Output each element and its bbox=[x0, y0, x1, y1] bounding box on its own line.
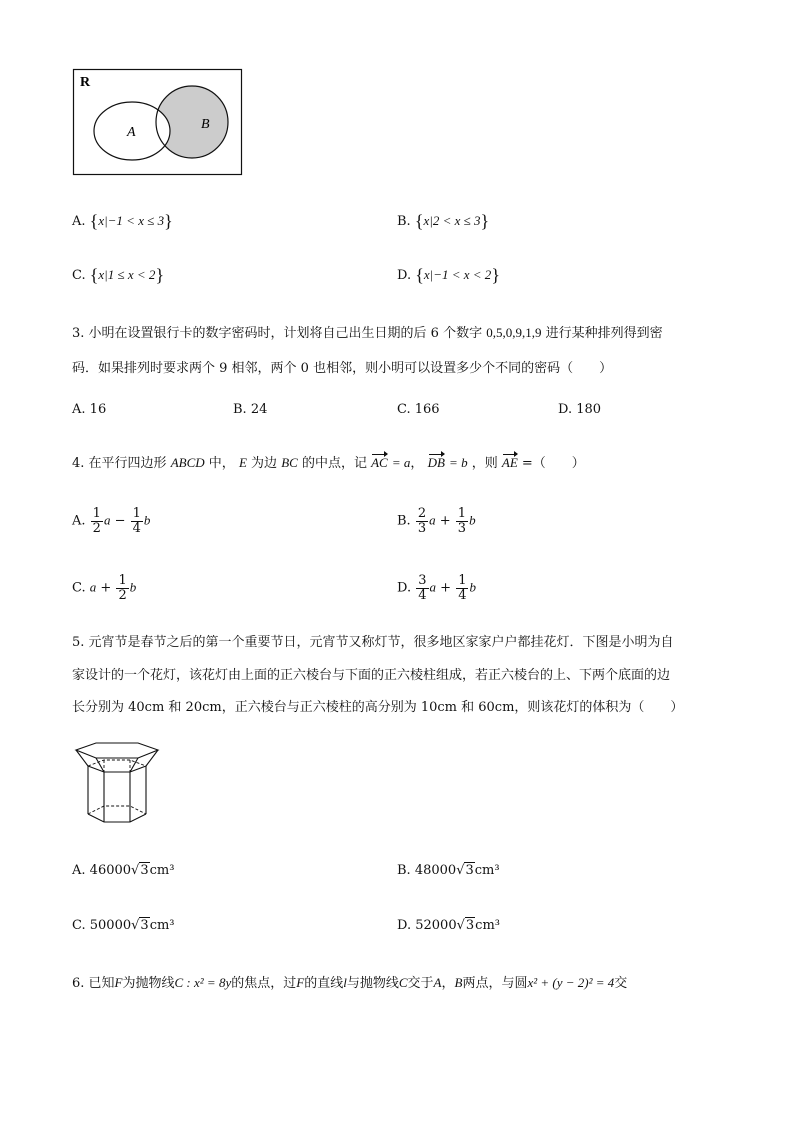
q6-b: B bbox=[454, 975, 463, 990]
q5-option-c-unit: cm³ bbox=[149, 918, 175, 933]
q2-option-b-label: B. bbox=[397, 214, 411, 229]
q2-option-d[interactable]: D. {x|−1 < x < 2} bbox=[397, 265, 500, 285]
q4-option-a[interactable]: A. $\frac{1}{2}$ a − $\frac{1}{4}$ b bbox=[72, 506, 151, 536]
q4-option-a-label: A. bbox=[72, 513, 86, 529]
set-a-label: A bbox=[127, 125, 136, 140]
q5-option-d-coef: 52000 bbox=[415, 918, 457, 933]
q3-stem-line2: 码．如果排列时要求两个 9 相邻，两个 0 也相邻，则小明可以设置多少个不同的密码（ ） bbox=[72, 361, 613, 376]
q3-option-c-label: C. bbox=[397, 402, 411, 417]
set-b-label: B bbox=[201, 117, 210, 132]
q5-option-a-rad: 3 bbox=[140, 863, 149, 878]
q4-d-frac1: $\frac{3}{4}$ bbox=[418, 573, 427, 603]
q6-l: l bbox=[343, 975, 347, 990]
q4-option-c-label: C. bbox=[72, 580, 86, 596]
q5-option-d[interactable]: D. 52000√3cm³ bbox=[397, 918, 500, 933]
q6-f: F bbox=[114, 975, 123, 990]
q3-line1-suffix: 进行某种排列得到密 bbox=[545, 326, 663, 341]
q4-text-6: =（ ） bbox=[521, 456, 585, 471]
q3-option-a-value: 16 bbox=[89, 402, 107, 417]
q5-option-c[interactable]: C. 50000√3cm³ bbox=[72, 918, 175, 933]
q2-option-b[interactable]: B. {x|2 < x ≤ 3} bbox=[397, 211, 490, 231]
q5-option-b-label: B. bbox=[397, 863, 411, 878]
q5-stem-line3: 长分别为 40cm 和 20cm，正六棱台与正六棱柱的高分别为 10cm 和 60cm，则该花灯的体积为（ ） bbox=[72, 700, 684, 715]
q6-stem bbox=[72, 972, 627, 991]
q5-option-a-label: A. bbox=[72, 863, 86, 878]
q6-text-8: 两点，与圆 bbox=[462, 976, 528, 991]
q6-parabola: C : x² = 8y bbox=[174, 975, 232, 990]
q6-f2: F bbox=[296, 975, 305, 990]
q4-stem bbox=[72, 452, 585, 471]
q6-text-7: ， bbox=[441, 976, 455, 991]
q5-stem-line2: 家设计的一个花灯，该花灯由上面的正六棱台与下面的正六棱柱组成，若正六棱台的上、下两个底面的边 bbox=[72, 668, 671, 683]
q6-text-4: 的直线 bbox=[304, 976, 344, 991]
q4-d-frac2: $\frac{1}{4}$ bbox=[458, 573, 467, 603]
q4-text-5: ，则 bbox=[471, 456, 498, 471]
q3-option-b-label: B. bbox=[233, 402, 247, 417]
q2-option-c-content: x|1 ≤ x < 2 bbox=[98, 267, 156, 282]
q4-abcd: ABCD bbox=[170, 455, 205, 470]
q3-line1-prefix: 3. 小明在设置银行卡的数字密码时，计划将自己出生日期的后 6 个数字 bbox=[72, 326, 483, 341]
q6-a: A bbox=[433, 975, 442, 990]
q2-option-c[interactable]: C. {x|1 ≤ x < 2} bbox=[72, 265, 165, 285]
q4-bc: BC bbox=[281, 455, 298, 470]
q4-b-frac1: $\frac{2}{3}$ bbox=[417, 506, 427, 536]
q4-text-3: 为边 bbox=[251, 456, 278, 471]
q5-option-b-coef: 48000 bbox=[414, 863, 457, 878]
q5-option-c-coef: 50000 bbox=[89, 918, 132, 933]
q3-option-d-label: D. bbox=[558, 402, 573, 417]
q2-option-a[interactable]: A. {x|−1 < x ≤ 3} bbox=[72, 211, 173, 231]
q4-sep: ， bbox=[410, 456, 424, 471]
q4-option-d-label: D. bbox=[397, 580, 412, 596]
q4-text-2: 中， bbox=[208, 456, 235, 471]
q2-option-a-content: x|−1 < x ≤ 3 bbox=[98, 213, 165, 228]
q6-circle: x² + (y − 2)² = 4 bbox=[527, 975, 615, 990]
q4-option-b[interactable]: B. $\frac{2}{3}$ a + $\frac{1}{3}$ b bbox=[397, 506, 476, 536]
q2-option-d-label: D. bbox=[397, 268, 412, 283]
q3-option-c[interactable] bbox=[397, 402, 440, 417]
q3-option-b-value: 24 bbox=[250, 402, 268, 417]
q5-option-b[interactable]: B. 48000√3cm³ bbox=[397, 863, 500, 878]
q5-option-a-unit: cm³ bbox=[149, 863, 175, 878]
q4-e: E bbox=[238, 455, 247, 470]
q4-text-1: 4. 在平行四边形 bbox=[72, 456, 167, 471]
q3-option-d[interactable] bbox=[558, 402, 601, 417]
q3-option-a[interactable] bbox=[72, 402, 106, 417]
q2-option-d-content: x|−1 < x < 2 bbox=[423, 267, 492, 282]
q2-option-b-content: x|2 < x ≤ 3 bbox=[423, 213, 481, 228]
q6-c: C bbox=[398, 975, 408, 990]
q3-digits: 0,5,0,9,1,9 bbox=[486, 325, 542, 340]
q5-option-c-rad: 3 bbox=[140, 918, 149, 933]
q4-text-4: 的中点，记 bbox=[301, 456, 367, 471]
q3-option-c-value: 166 bbox=[414, 402, 440, 417]
q6-text-1: 6. 已知 bbox=[72, 976, 115, 991]
q5-option-d-rad: 3 bbox=[465, 918, 475, 933]
q2-option-a-label: A. bbox=[72, 214, 86, 229]
q6-text-9: 交 bbox=[614, 976, 628, 991]
q5-option-a[interactable]: A. 46000√3cm³ bbox=[72, 863, 175, 878]
q6-text-3: 的焦点，过 bbox=[231, 976, 297, 991]
q5-option-b-rad: 3 bbox=[465, 863, 474, 878]
q4-a-frac2: $\frac{1}{4}$ bbox=[132, 506, 141, 536]
q2-option-c-label: C. bbox=[72, 268, 86, 283]
q5-option-d-unit: cm³ bbox=[475, 918, 500, 933]
q4-option-c[interactable]: C. a + $\frac{1}{2}$ b bbox=[72, 573, 137, 603]
q4-eq-b: = b bbox=[449, 455, 468, 470]
q4-eq-a: = a bbox=[391, 455, 411, 470]
q3-option-a-label: A. bbox=[72, 402, 86, 417]
q5-option-b-unit: cm³ bbox=[474, 863, 500, 878]
q4-option-d[interactable]: D. $\frac{3}{4}$ a + $\frac{1}{4}$ b bbox=[397, 573, 476, 603]
q4-option-b-label: B. bbox=[397, 513, 411, 529]
q3-stem-line1 bbox=[72, 322, 663, 341]
q6-text-5: 与抛物线 bbox=[346, 976, 399, 991]
universe-label: R bbox=[80, 75, 91, 90]
venn-diagram bbox=[72, 68, 244, 178]
q4-c-frac: $\frac{1}{2}$ bbox=[118, 573, 127, 603]
q5-option-a-coef: 46000 bbox=[89, 863, 132, 878]
q3-option-d-value: 180 bbox=[576, 402, 602, 417]
q4-a-frac1: $\frac{1}{2}$ bbox=[92, 506, 101, 536]
q5-option-c-label: C. bbox=[72, 918, 86, 933]
q3-option-b[interactable] bbox=[233, 402, 267, 417]
lantern-figure bbox=[72, 742, 164, 828]
q6-text-2: 为抛物线 bbox=[122, 976, 175, 991]
q4-vec-ac: AC bbox=[371, 455, 388, 470]
q6-text-6: 交于 bbox=[407, 976, 434, 991]
q4-vec-ae: AE bbox=[501, 455, 518, 470]
q4-b-frac2: $\frac{1}{3}$ bbox=[457, 506, 467, 536]
q4-vec-db: DB bbox=[427, 455, 445, 470]
q5-stem-line1: 5. 元宵节是春节之后的第一个重要节日，元宵节又称灯节，很多地区家家户户都挂花灯．下图是小明为自 bbox=[72, 635, 674, 650]
q5-option-d-label: D. bbox=[397, 918, 412, 933]
